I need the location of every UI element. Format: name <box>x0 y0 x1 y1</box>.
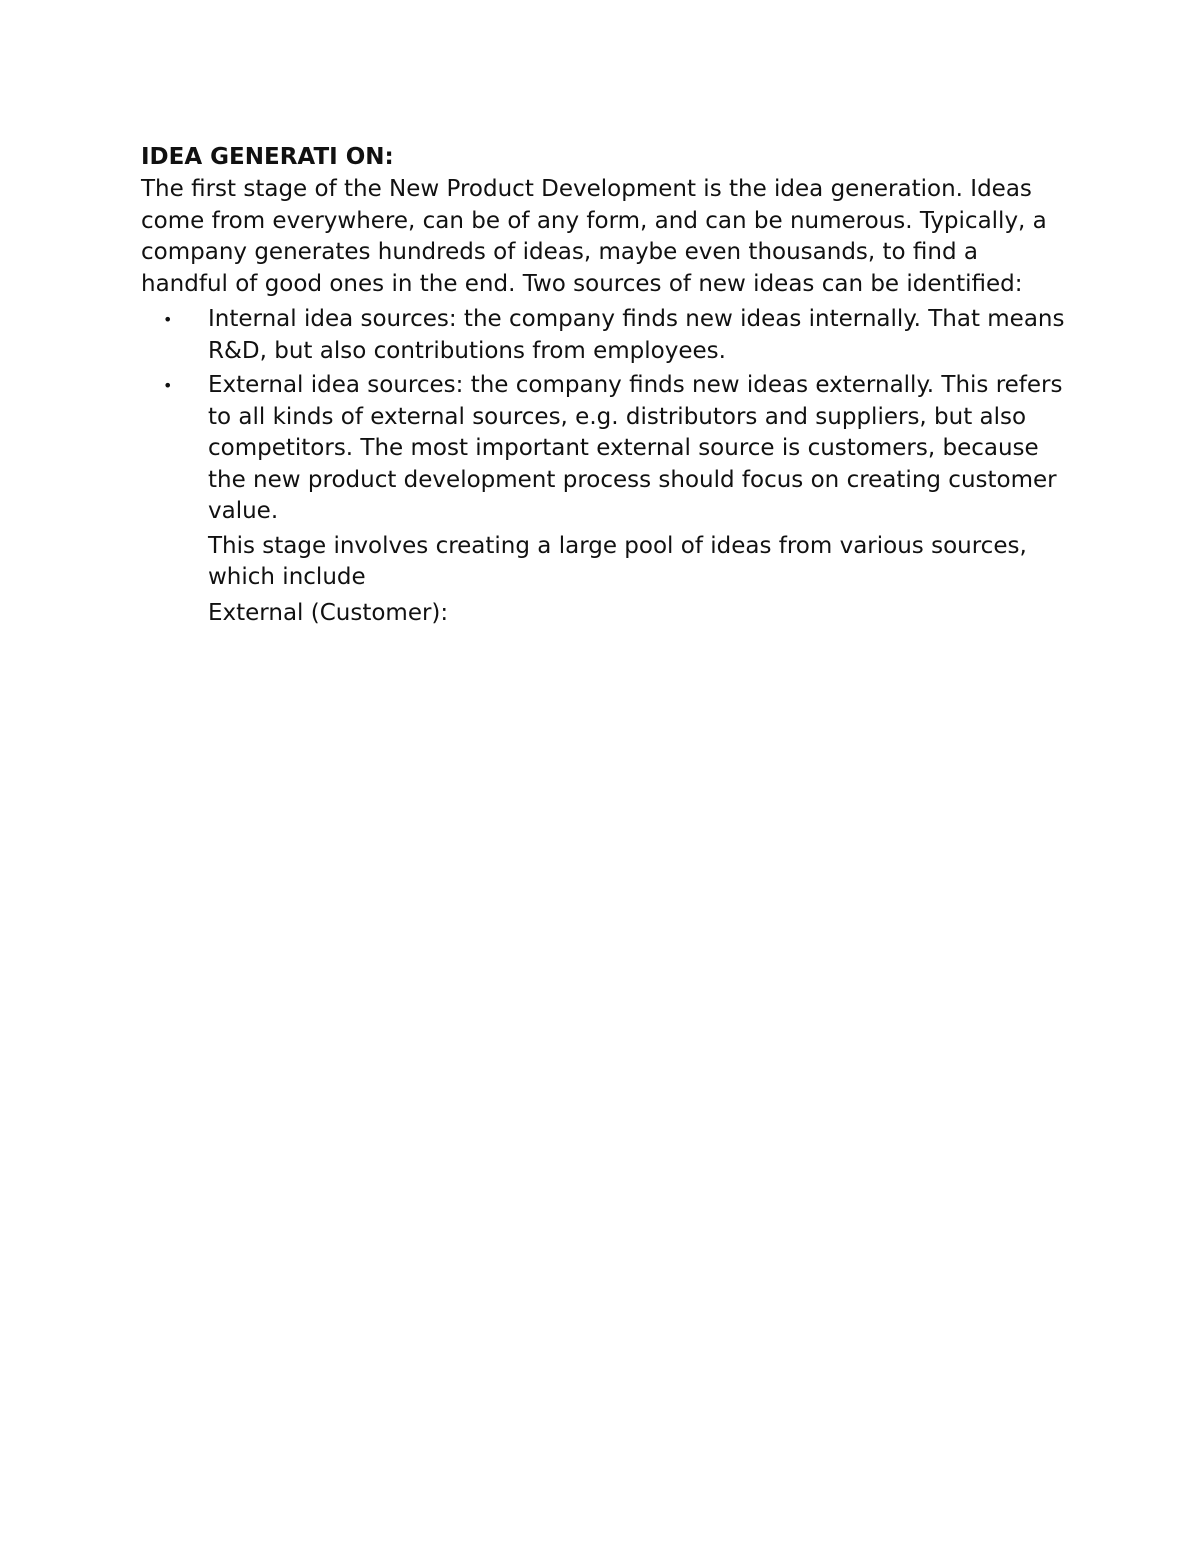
list-item-text: Internal idea sources: the company finds new ideas internally. That means R&D, but also contributions from employees. <box>208 306 1065 364</box>
list-item-internal-sources <box>141 304 1071 367</box>
bullet-icon: • <box>163 376 173 395</box>
list-item-text: External idea sources: the company finds new ideas externally. This refers to all kinds of external sources, e.g. distributors and suppliers, but also competitors. The most important external source is customers, because the new product development process should focus on creating customer value. <box>208 372 1063 524</box>
intro-paragraph: The first stage of the New Product Development is the idea generation. Ideas come from everywhere, can be of any form, and can be numerous. Typically, a company generates hundreds of ideas, maybe even thousands, to find a handful of good ones in the end. Two sources of new ideas can be identified: <box>141 176 1047 297</box>
list-item-external-sources <box>141 370 1071 528</box>
idea-sources-list <box>141 304 1071 528</box>
stage-paragraph: This stage involves creating a large pool of ideas from various sources, which include <box>208 532 1027 590</box>
section-heading: IDEA GENERATI ON: <box>141 144 394 170</box>
external-customer-label: External (Customer): <box>208 599 449 626</box>
bullet-icon: • <box>163 310 173 329</box>
document-content <box>141 140 1071 629</box>
